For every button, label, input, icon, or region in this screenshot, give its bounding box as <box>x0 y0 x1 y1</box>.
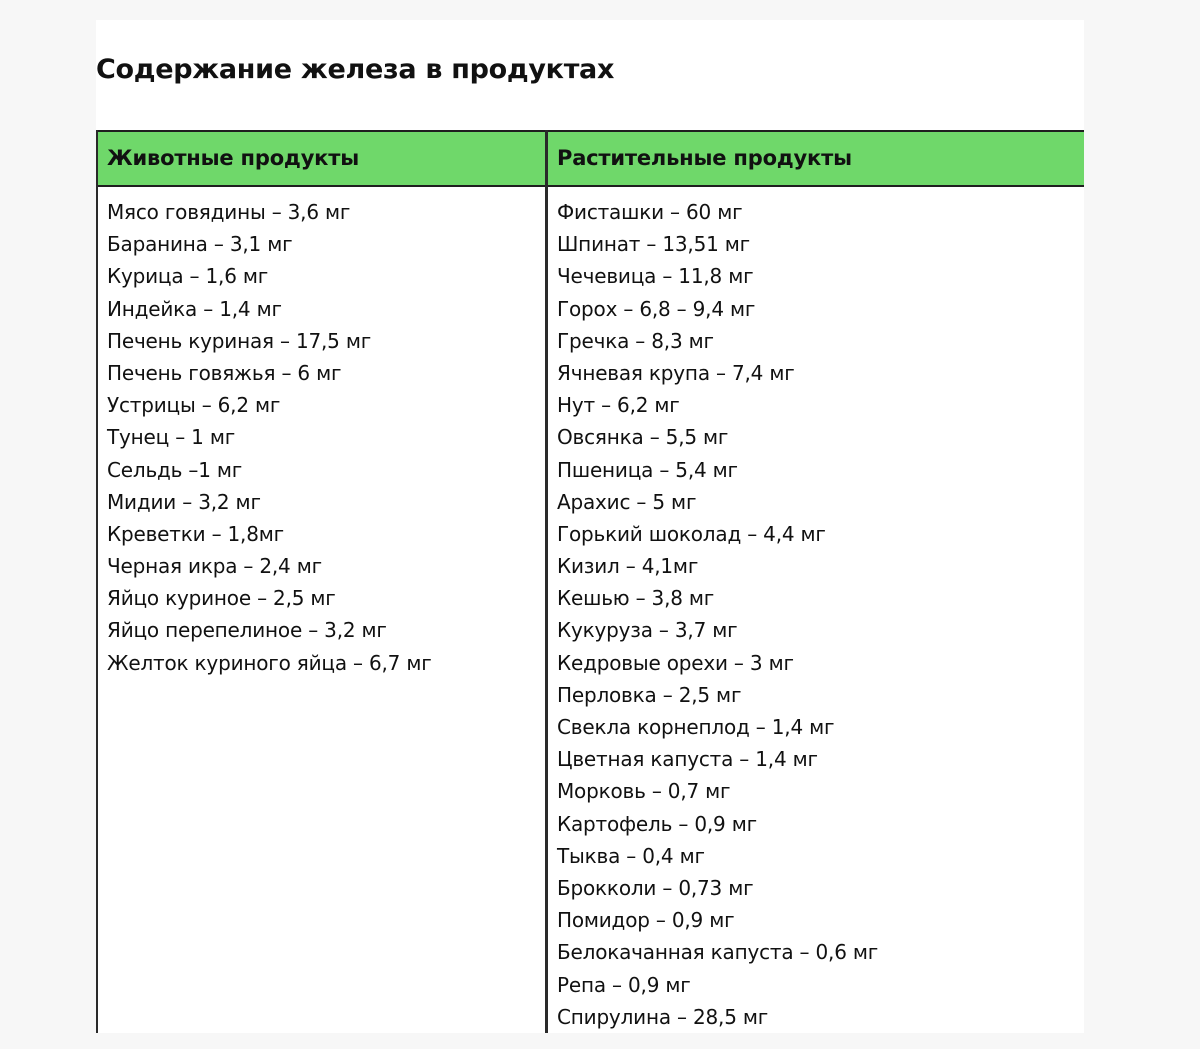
iron-content-table <box>96 130 1084 1033</box>
plant-product-item: Свекла корнеплод – 1,4 мг <box>557 715 835 739</box>
animal-product-item: Курица – 1,6 мг <box>107 264 269 289</box>
plant-product-item: Белокачанная капуста – 0,6 мг <box>557 940 879 965</box>
table-left-border <box>96 130 98 1033</box>
column-divider <box>545 130 548 1033</box>
animal-products-list <box>107 196 432 679</box>
plant-product-item: Перловка – 2,5 мг <box>557 682 742 707</box>
animal-product-item: Яйцо куриное – 2,5 мг <box>107 586 336 611</box>
plant-product-item: Тыква – 0,4 мг <box>557 843 705 868</box>
plant-product-item: Репа – 0,9 мг <box>557 972 691 997</box>
plant-product-item: Нут – 6,2 мг <box>557 393 680 418</box>
plant-product-item: Фисташки – 60 мг <box>557 200 743 224</box>
animal-product-item: Мясо говядины – 3,6 мг <box>107 200 351 224</box>
animal-product-item: Сельдь –1 мг <box>107 457 243 482</box>
plant-product-item: Кешью – 3,8 мг <box>557 586 715 611</box>
plant-product-item: Помидор – 0,9 мг <box>557 908 735 933</box>
plant-product-item: Морковь – 0,7 мг <box>557 779 731 804</box>
animal-product-item: Баранина – 3,1 мг <box>107 232 293 257</box>
plant-product-item: Чечевица – 11,8 мг <box>557 264 754 289</box>
plant-product-item: Арахис – 5 мг <box>557 489 697 514</box>
plant-product-item: Гречка – 8,3 мг <box>557 328 714 353</box>
plant-product-item: Горох – 6,8 – 9,4 мг <box>557 296 756 321</box>
animal-product-item: Яйцо перепелиное – 3,2 мг <box>107 618 387 643</box>
plant-product-item: Шпинат – 13,51 мг <box>557 232 750 257</box>
column-header-plant: Растительные продукты <box>557 146 852 170</box>
animal-product-item: Креветки – 1,8мг <box>107 521 284 546</box>
plant-product-item: Брокколи – 0,73 мг <box>557 875 754 900</box>
animal-product-item: Устрицы – 6,2 мг <box>107 393 281 418</box>
plant-product-item: Овсянка – 5,5 мг <box>557 425 729 450</box>
animal-product-item: Мидии – 3,2 мг <box>107 489 261 514</box>
plant-product-item: Кукуруза – 3,7 мг <box>557 618 738 643</box>
plant-product-item: Кедровые орехи – 3 мг <box>557 650 794 675</box>
plant-product-item: Цветная капуста – 1,4 мг <box>557 747 818 772</box>
plant-product-item: Кизил – 4,1мг <box>557 554 699 579</box>
column-header-animal: Животные продукты <box>107 146 359 170</box>
animal-product-item: Печень говяжья – 6 мг <box>107 360 342 385</box>
animal-product-item: Черная икра – 2,4 мг <box>107 554 322 579</box>
animal-product-item: Печень куриная – 17,5 мг <box>107 328 372 353</box>
plant-product-item: Пшеница – 5,4 мг <box>557 457 738 482</box>
animal-product-item: Тунец – 1 мг <box>107 425 236 450</box>
animal-product-item: Индейка – 1,4 мг <box>107 296 282 321</box>
animal-product-item: Желток куриного яйца – 6,7 мг <box>107 650 432 675</box>
page-title: Содержание железа в продуктах <box>96 54 615 85</box>
document-card <box>96 20 1084 1033</box>
plant-product-item: Картофель – 0,9 мг <box>557 811 757 836</box>
plant-product-item: Ячневая крупа – 7,4 мг <box>557 360 795 385</box>
plant-product-item: Спирулина – 28,5 мг <box>557 1004 769 1029</box>
plant-products-list <box>557 196 878 1033</box>
plant-product-item: Горький шоколад – 4,4 мг <box>557 521 826 546</box>
